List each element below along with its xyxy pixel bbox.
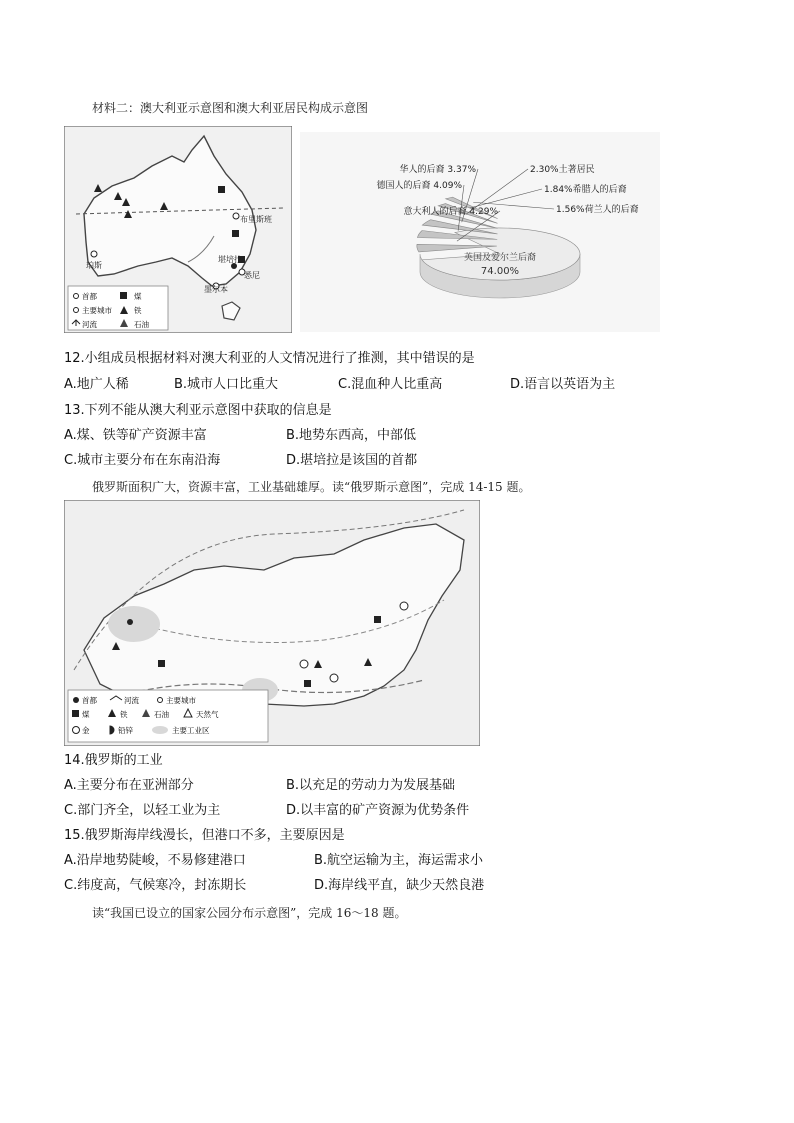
- capital-icon: [73, 697, 79, 703]
- legend-label: 主要工业区: [172, 726, 210, 735]
- city-label-2: 堪培拉: [218, 255, 242, 264]
- city-label-4: 悉尼: [244, 271, 260, 280]
- legend-label: 铅锌: [118, 726, 133, 735]
- legend-label: 首都: [82, 696, 97, 705]
- gold-icon: [73, 727, 80, 734]
- q15-stem: 15.俄罗斯海岸线漫长，但港口不多，主要原因是: [64, 828, 345, 843]
- q15-option-c[interactable]: C.纬度高，气候寒冷，封冻期长: [64, 878, 247, 893]
- russia-intro: 俄罗斯面积广大，资源丰富，工业基础雄厚。读“俄罗斯示意图”，完成 14-15 题。: [92, 480, 531, 494]
- city-icon: [158, 698, 163, 703]
- legend-label: 天然气: [196, 710, 219, 719]
- city-icon: [74, 308, 79, 313]
- coal-icon: [120, 292, 127, 299]
- industrial-zone: [108, 606, 160, 642]
- q12-option-d[interactable]: D.语言以英语为主: [510, 377, 616, 392]
- city-label-1: 珀斯: [86, 261, 102, 270]
- legend-label: 铁: [120, 710, 128, 719]
- australia-map: [64, 126, 292, 333]
- city-label-5: 布里斯班: [240, 215, 272, 224]
- q14-option-d[interactable]: D.以丰富的矿产资源为优势条件: [286, 803, 470, 818]
- pie-label-main-line1: 英国及爱尔兰后裔: [463, 253, 537, 263]
- pie-data-label: 德国人的后裔 4.09%: [376, 181, 462, 191]
- city-label-3: 墨尔本: [204, 285, 228, 294]
- capital-icon: [74, 294, 79, 299]
- q12-option-a[interactable]: A.地广人稀: [64, 377, 129, 392]
- industrial-zone-icon: [152, 726, 168, 734]
- q12-option-b[interactable]: B.城市人口比重大: [174, 377, 279, 392]
- pie-data-label: 2.30%土著居民: [530, 165, 595, 175]
- q12-option-c[interactable]: C.混血种人比重高: [338, 377, 443, 392]
- pie-label-main-line2: 74.00%: [480, 266, 520, 277]
- q13-option-d[interactable]: D.堪培拉是该国的首都: [286, 453, 418, 468]
- legend-label: 石油: [154, 710, 169, 719]
- q14-stem: 14.俄罗斯的工业: [64, 753, 163, 768]
- legend-label: 铁: [134, 306, 142, 315]
- q13-stem: 13.下列不能从澳大利亚示意图中获取的信息是: [64, 403, 332, 418]
- legend-label: 首都: [82, 292, 97, 301]
- legend-label: 河流: [124, 696, 139, 705]
- parks-intro: 读“我国已设立的国家公园分布示意图”，完成 16～18 题。: [92, 906, 407, 920]
- population-pie-chart: [300, 132, 660, 332]
- q12-stem: 12.小组成员根据材料对澳大利亚的人文情况进行了推测，其中错误的是: [64, 351, 475, 366]
- material2-caption: 材料二：澳大利亚示意图和澳大利亚居民构成示意图: [92, 101, 369, 115]
- pie-data-label: 意大利人的后裔 4.29%: [403, 207, 498, 217]
- q13-option-a[interactable]: A.煤、铁等矿产资源丰富: [64, 428, 207, 443]
- legend-label: 河流: [82, 320, 97, 329]
- q14-option-b[interactable]: B.以充足的劳动力为发展基础: [286, 778, 456, 793]
- legend-label: 主要城市: [82, 306, 112, 315]
- legend-label: 煤: [82, 710, 90, 719]
- q15-option-d[interactable]: D.海岸线平直，缺少天然良港: [314, 878, 485, 893]
- q15-option-a[interactable]: A.沿岸地势陡峻，不易修建港口: [64, 853, 246, 868]
- pie-data-label: 1.56%荷兰人的后裔: [556, 205, 639, 215]
- lead-zinc-icon: [110, 726, 114, 734]
- q13-option-c[interactable]: C.城市主要分布在东南沿海: [64, 453, 221, 468]
- legend-label: 主要城市: [166, 696, 196, 705]
- legend-label: 石油: [134, 320, 149, 329]
- coal-icon: [72, 710, 79, 717]
- q14-option-c[interactable]: C.部门齐全，以轻工业为主: [64, 803, 221, 818]
- russia-map: [64, 500, 480, 746]
- q14-option-a[interactable]: A.主要分布在亚洲部分: [64, 778, 194, 793]
- q13-option-b[interactable]: B.地势东西高，中部低: [286, 428, 417, 443]
- q15-option-b[interactable]: B.航空运输为主，海运需求小: [314, 853, 484, 868]
- legend-label: 煤: [134, 292, 142, 301]
- legend-label: 金: [82, 726, 90, 735]
- pie-data-label: 1.84%希腊人的后裔: [544, 185, 627, 195]
- capital-moscow: [127, 619, 133, 625]
- pie-data-label: 华人的后裔 3.37%: [399, 165, 476, 175]
